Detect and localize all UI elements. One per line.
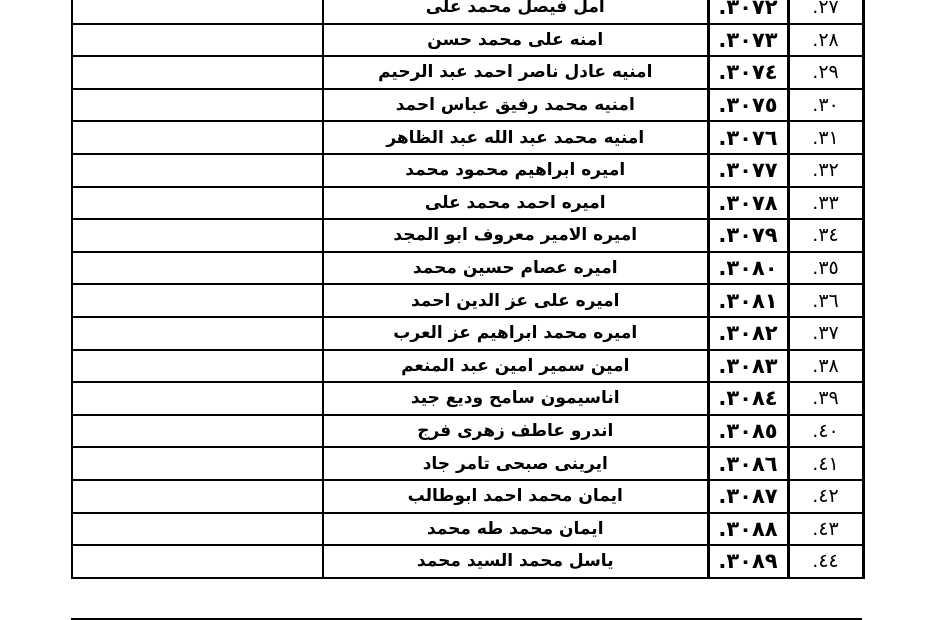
student-name-cell: اناسيمون سامح وديع جيد [323, 382, 708, 415]
table-row [72, 24, 863, 57]
serial-number-cell: ٢٩. [788, 56, 863, 89]
table-row [72, 382, 863, 415]
empty-column-cell [72, 447, 323, 480]
empty-column-cell [72, 187, 323, 220]
student-list-table [71, 0, 862, 579]
serial-number-cell: ٤١. [788, 447, 863, 480]
empty-column-cell [72, 382, 323, 415]
student-code-cell: ٣٠٨١. [708, 284, 788, 317]
student-name-cell: امنيه محمد رفيق عباس احمد [323, 89, 708, 122]
student-code-cell: ٣٠٨٤. [708, 382, 788, 415]
empty-column-cell [72, 89, 323, 122]
student-code-cell: ٣٠٧٧. [708, 154, 788, 187]
student-code-cell: ٣٠٨٧. [708, 480, 788, 513]
serial-number-cell: ٣٤. [788, 219, 863, 252]
table-row [72, 219, 863, 252]
empty-column-cell [72, 56, 323, 89]
table-row [72, 350, 863, 383]
table-row [72, 89, 863, 122]
student-name-cell: اندرو عاطف زهرى فرج [323, 415, 708, 448]
serial-number-cell: ٣٣. [788, 187, 863, 220]
student-name-cell: ايمان محمد احمد ابوطالب [323, 480, 708, 513]
empty-column-cell [72, 317, 323, 350]
student-code-cell: ٣٠٧٥. [708, 89, 788, 122]
table-body [72, 0, 863, 578]
table-row [72, 187, 863, 220]
serial-number-cell: ٣١. [788, 121, 863, 154]
table-row [72, 415, 863, 448]
student-name-cell: ايرينى صبحى تامر جاد [323, 447, 708, 480]
serial-number-cell: ٣٦. [788, 284, 863, 317]
student-name-cell: امنيه محمد عبد الله عبد الظاهر [323, 121, 708, 154]
table-row [72, 154, 863, 187]
student-code-cell: ٣٠٨٢. [708, 317, 788, 350]
serial-number-cell: ٣٢. [788, 154, 863, 187]
empty-column-cell [72, 219, 323, 252]
empty-column-cell [72, 24, 323, 57]
table-row [72, 0, 863, 24]
serial-number-cell: ٢٨. [788, 24, 863, 57]
empty-column-cell [72, 121, 323, 154]
table-row [72, 252, 863, 285]
student-code-cell: ٣٠٨٣. [708, 350, 788, 383]
student-code-cell: ٣٠٨٦. [708, 447, 788, 480]
student-name-cell: امنيه عادل ناصر احمد عبد الرحيم [323, 56, 708, 89]
table-row [72, 545, 863, 578]
serial-number-cell: ٤٣. [788, 513, 863, 546]
empty-column-cell [72, 545, 323, 578]
table-row [72, 121, 863, 154]
student-code-cell: ٣٠٨٩. [708, 545, 788, 578]
empty-column-cell [72, 513, 323, 546]
serial-number-cell: ٤٤. [788, 545, 863, 578]
student-name-cell: ياسل محمد السيد محمد [323, 545, 708, 578]
student-name-cell: ايمان محمد طه محمد [323, 513, 708, 546]
empty-column-cell [72, 480, 323, 513]
student-code-cell: ٣٠٧٩. [708, 219, 788, 252]
empty-column-cell [72, 0, 323, 24]
table-row [72, 513, 863, 546]
empty-column-cell [72, 154, 323, 187]
empty-column-cell [72, 415, 323, 448]
student-code-cell: ٣٠٧٦. [708, 121, 788, 154]
student-name-cell: اميره احمد محمد على [323, 187, 708, 220]
serial-number-cell: ٤٢. [788, 480, 863, 513]
serial-number-cell: ٤٠. [788, 415, 863, 448]
student-name-cell: اميره عصام حسين محمد [323, 252, 708, 285]
table-row [72, 317, 863, 350]
empty-column-cell [72, 350, 323, 383]
student-name-cell: اميره محمد ابراهيم عز العرب [323, 317, 708, 350]
serial-number-cell: ٣٧. [788, 317, 863, 350]
table-row [72, 284, 863, 317]
roster-table [71, 0, 865, 579]
empty-column-cell [72, 284, 323, 317]
student-name-cell: امنه على محمد حسن [323, 24, 708, 57]
table-row [72, 447, 863, 480]
empty-column-cell [72, 252, 323, 285]
student-code-cell: ٣٠٧٨. [708, 187, 788, 220]
table-row [72, 480, 863, 513]
serial-number-cell: ٣٨. [788, 350, 863, 383]
student-code-cell: ٣٠٧٣. [708, 24, 788, 57]
student-name-cell: امين سمير امين عبد المنعم [323, 350, 708, 383]
student-code-cell: ٣٠٧٢. [708, 0, 788, 24]
student-name-cell: اميره الامير معروف ابو المجد [323, 219, 708, 252]
serial-number-cell: ٣٩. [788, 382, 863, 415]
student-name-cell: امل فيصل محمد على [323, 0, 708, 24]
serial-number-cell: ٣٥. [788, 252, 863, 285]
serial-number-cell: ٢٧. [788, 0, 863, 24]
student-code-cell: ٣٠٨٠. [708, 252, 788, 285]
serial-number-cell: ٣٠. [788, 89, 863, 122]
student-name-cell: اميره على عز الدين احمد [323, 284, 708, 317]
student-code-cell: ٣٠٨٨. [708, 513, 788, 546]
student-name-cell: اميره ابراهيم محمود محمد [323, 154, 708, 187]
student-code-cell: ٣٠٨٥. [708, 415, 788, 448]
table-row [72, 56, 863, 89]
student-code-cell: ٣٠٧٤. [708, 56, 788, 89]
